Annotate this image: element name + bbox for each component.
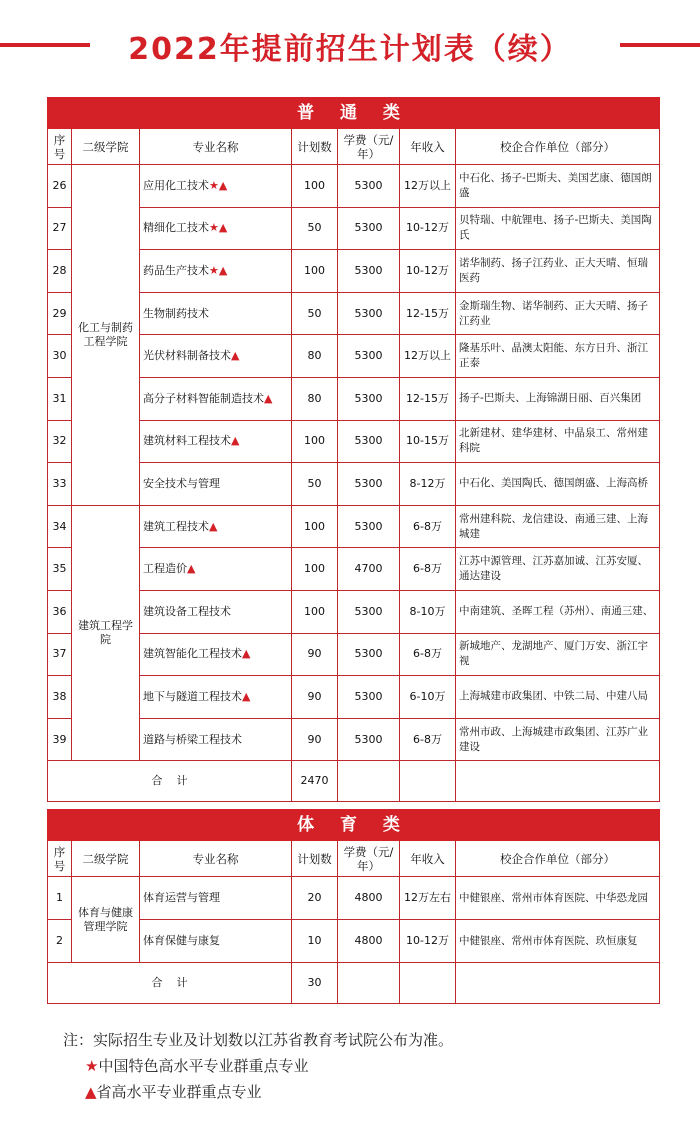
- note-triangle-legend: [63, 1079, 453, 1105]
- major-name: [140, 463, 292, 506]
- col-header-plan: 计划数: [292, 129, 338, 165]
- major-name: [140, 676, 292, 719]
- table-row: [48, 676, 660, 719]
- plan-count: 100: [292, 420, 338, 463]
- major-label: 应用化工技术: [143, 178, 209, 192]
- major-name: [140, 548, 292, 591]
- plan-count: 90: [292, 633, 338, 676]
- partner-companies: 上海城建市政集团、中铁二局、中建八局: [456, 676, 660, 719]
- annual-income: 12-15万: [400, 377, 456, 420]
- major-label: 体育保健与康复: [143, 934, 220, 947]
- row-number: 31: [48, 377, 72, 420]
- major-name: [140, 633, 292, 676]
- table-row: [48, 920, 660, 963]
- annual-income: 12万左右: [400, 877, 456, 920]
- major-name: [140, 377, 292, 420]
- row-number: 2: [48, 920, 72, 963]
- annual-income: 6-8万: [400, 548, 456, 591]
- tuition-fee: 5300: [338, 590, 400, 633]
- table-row: [48, 877, 660, 920]
- plan-count: 100: [292, 505, 338, 548]
- partner-companies: 诺华制药、扬子江药业、正大天晴、恒瑞医药: [456, 250, 660, 293]
- total-empty-cell: [456, 963, 660, 1004]
- partner-companies: 贝特瑞、中航锂电、扬子-巴斯夫、美国陶氏: [456, 207, 660, 250]
- tuition-fee: 5300: [338, 718, 400, 761]
- col-header-fee: 学费（元/年）: [338, 841, 400, 877]
- key-major-marks: ▲: [187, 562, 196, 576]
- key-major-marks: ★▲: [209, 221, 228, 235]
- key-major-marks: ▲: [209, 519, 218, 533]
- key-major-marks: ▲: [231, 434, 240, 448]
- row-number: 39: [48, 718, 72, 761]
- tuition-fee: 5300: [338, 505, 400, 548]
- col-header-major: 专业名称: [140, 841, 292, 877]
- regular-plan-table: [47, 97, 660, 802]
- major-name: [140, 420, 292, 463]
- partner-companies: 常州建科院、龙信建设、南通三建、上海城建: [456, 505, 660, 548]
- tuition-fee: 5300: [338, 335, 400, 378]
- annual-income: 10-15万: [400, 420, 456, 463]
- key-major-marks: ▲: [242, 689, 251, 703]
- annual-income: 6-10万: [400, 676, 456, 719]
- total-empty-cell: [400, 761, 456, 802]
- plan-count: 100: [292, 548, 338, 591]
- college-name: 建筑工程学院: [72, 505, 140, 761]
- table-row: [48, 335, 660, 378]
- annual-income: 12万以上: [400, 335, 456, 378]
- annual-income: 6-8万: [400, 633, 456, 676]
- col-header-no: 序号: [48, 129, 72, 165]
- table-row: [48, 463, 660, 506]
- total-label: 合 计: [48, 963, 292, 1004]
- major-label: 建筑设备工程技术: [143, 604, 231, 618]
- key-major-marks: ▲: [242, 647, 251, 661]
- total-label: 合 计: [48, 761, 292, 802]
- title-decor-line-right: [620, 43, 700, 47]
- tuition-fee: 4800: [338, 920, 400, 963]
- col-header-college: 二级学院: [72, 129, 140, 165]
- major-label: 工程造价: [143, 562, 187, 576]
- major-name: [140, 335, 292, 378]
- major-name: [140, 505, 292, 548]
- college-name: 化工与制药工程学院: [72, 165, 140, 506]
- plan-count: 10: [292, 920, 338, 963]
- triangle-icon: ▲: [85, 1083, 97, 1101]
- key-major-marks: ★▲: [209, 178, 228, 192]
- row-number: 28: [48, 250, 72, 293]
- tuition-fee: 5300: [338, 676, 400, 719]
- partner-companies: 金斯瑞生物、诺华制药、正大天晴、扬子江药业: [456, 292, 660, 335]
- key-major-marks: ▲: [264, 391, 273, 405]
- major-label: 建筑工程技术: [143, 519, 209, 533]
- annual-income: 6-8万: [400, 718, 456, 761]
- row-number: 1: [48, 877, 72, 920]
- partner-companies: 中石化、扬子-巴斯夫、美国艺康、德国朗盛: [456, 165, 660, 208]
- major-label: 安全技术与管理: [143, 476, 220, 490]
- partner-companies: 新城地产、龙湖地产、厦门万安、浙江宇视: [456, 633, 660, 676]
- row-number: 38: [48, 676, 72, 719]
- table-row: [48, 590, 660, 633]
- col-header-college: 二级学院: [72, 841, 140, 877]
- page-title: 2022年提前招生计划表（续）: [128, 32, 572, 67]
- partner-companies: 中南建筑、圣晖工程（苏州）、南通三建、: [456, 590, 660, 633]
- note-triangle-text: 省高水平专业群重点专业: [96, 1083, 262, 1101]
- column-header-row: [48, 841, 660, 877]
- partner-companies: 常州市政、上海城建市政集团、江苏广业建设: [456, 718, 660, 761]
- plan-count: 100: [292, 590, 338, 633]
- major-name: [140, 920, 292, 963]
- table-row: [48, 505, 660, 548]
- major-label: 建筑材料工程技术: [143, 434, 231, 448]
- major-label: 体育运营与管理: [143, 891, 220, 904]
- row-number: 37: [48, 633, 72, 676]
- row-number: 35: [48, 548, 72, 591]
- partner-companies: 江苏中源管理、江苏嘉加诚、江苏安厦、通达建设: [456, 548, 660, 591]
- tuition-fee: 5300: [338, 250, 400, 293]
- section-header-regular: [48, 98, 660, 129]
- total-empty-cell: [400, 963, 456, 1004]
- partner-companies: 扬子-巴斯夫、上海锦湖日丽、百兴集团: [456, 377, 660, 420]
- section-header-sports: [48, 810, 660, 841]
- plan-count: 50: [292, 207, 338, 250]
- partner-companies: 北新建材、建华建材、中晶泉工、常州建科院: [456, 420, 660, 463]
- table-row: [48, 207, 660, 250]
- annual-income: 8-12万: [400, 463, 456, 506]
- total-empty-cell: [456, 761, 660, 802]
- col-header-income: 年收入: [400, 129, 456, 165]
- row-number: 34: [48, 505, 72, 548]
- table-row: [48, 165, 660, 208]
- annual-income: 10-12万: [400, 250, 456, 293]
- row-number: 27: [48, 207, 72, 250]
- total-row: [48, 761, 660, 802]
- key-major-marks: ▲: [231, 349, 240, 363]
- key-major-marks: ★▲: [209, 263, 228, 277]
- row-number: 33: [48, 463, 72, 506]
- row-number: 36: [48, 590, 72, 633]
- row-number: 30: [48, 335, 72, 378]
- annual-income: 12万以上: [400, 165, 456, 208]
- major-name: [140, 250, 292, 293]
- section-title-regular: 普 通 类: [48, 98, 660, 129]
- row-number: 32: [48, 420, 72, 463]
- major-label: 地下与隧道工程技术: [143, 689, 242, 703]
- total-value: 2470: [292, 761, 338, 802]
- major-name: [140, 207, 292, 250]
- tuition-fee: 4800: [338, 877, 400, 920]
- plan-count: 50: [292, 292, 338, 335]
- table-row: [48, 420, 660, 463]
- star-icon: ★: [85, 1057, 99, 1075]
- col-header-income: 年收入: [400, 841, 456, 877]
- col-header-coop: 校企合作单位（部分）: [456, 841, 660, 877]
- partner-companies: 隆基乐叶、晶澳太阳能、东方日升、浙江正泰: [456, 335, 660, 378]
- tuition-fee: 5300: [338, 420, 400, 463]
- major-name: [140, 165, 292, 208]
- section-title-sports: 体 育 类: [48, 810, 660, 841]
- major-name: [140, 718, 292, 761]
- table-row: [48, 548, 660, 591]
- plan-count: 20: [292, 877, 338, 920]
- row-number: 26: [48, 165, 72, 208]
- plan-count: 100: [292, 165, 338, 208]
- partner-companies: 中健银座、常州市体育医院、玖恒康复: [456, 920, 660, 963]
- column-header-row: [48, 129, 660, 165]
- tuition-fee: 5300: [338, 463, 400, 506]
- plan-count: 90: [292, 718, 338, 761]
- tuition-fee: 5300: [338, 165, 400, 208]
- major-name: [140, 292, 292, 335]
- table-row: [48, 250, 660, 293]
- major-label: 高分子材料智能制造技术: [143, 391, 264, 405]
- major-label: 道路与桥梁工程技术: [143, 732, 242, 746]
- annual-income: 6-8万: [400, 505, 456, 548]
- annual-income: 10-12万: [400, 920, 456, 963]
- note-star-legend: [63, 1053, 453, 1079]
- annual-income: 10-12万: [400, 207, 456, 250]
- plan-count: 80: [292, 335, 338, 378]
- major-label: 光伏材料制备技术: [143, 349, 231, 363]
- annual-income: 8-10万: [400, 590, 456, 633]
- major-name: [140, 877, 292, 920]
- annual-income: 12-15万: [400, 292, 456, 335]
- tuition-fee: 5300: [338, 207, 400, 250]
- tuition-fee: 5300: [338, 377, 400, 420]
- major-label: 生物制药技术: [143, 306, 209, 320]
- footnotes: [63, 1027, 453, 1105]
- tuition-fee: 5300: [338, 633, 400, 676]
- table-row: [48, 292, 660, 335]
- title-decor-line-left: [0, 43, 90, 47]
- tuition-fee: 5300: [338, 292, 400, 335]
- col-header-coop: 校企合作单位（部分）: [456, 129, 660, 165]
- note-main: 注：实际招生专业及计划数以江苏省教育考试院公布为准。: [63, 1031, 454, 1049]
- col-header-no: 序号: [48, 841, 72, 877]
- total-value: 30: [292, 963, 338, 1004]
- table-row: [48, 633, 660, 676]
- major-label: 精细化工技术: [143, 221, 209, 235]
- major-label: 建筑智能化工程技术: [143, 647, 242, 661]
- major-name: [140, 590, 292, 633]
- table-row: [48, 718, 660, 761]
- table-row: [48, 377, 660, 420]
- plan-count: 90: [292, 676, 338, 719]
- major-label: 药品生产技术: [143, 263, 209, 277]
- col-header-plan: 计划数: [292, 841, 338, 877]
- title-bar: [0, 18, 700, 70]
- plan-count: 100: [292, 250, 338, 293]
- sports-plan-table: [47, 809, 660, 1004]
- partner-companies: 中健银座、常州市体育医院、中华恐龙园: [456, 877, 660, 920]
- row-number: 29: [48, 292, 72, 335]
- tuition-fee: 4700: [338, 548, 400, 591]
- college-name: 体育与健康管理学院: [72, 877, 140, 963]
- plan-count: 50: [292, 463, 338, 506]
- total-empty-cell: [338, 963, 400, 1004]
- partner-companies: 中石化、美国陶氏、德国朗盛、上海高桥: [456, 463, 660, 506]
- total-row: [48, 963, 660, 1004]
- total-empty-cell: [338, 761, 400, 802]
- col-header-major: 专业名称: [140, 129, 292, 165]
- col-header-fee: 学费（元/年）: [338, 129, 400, 165]
- note-star-text: 中国特色高水平专业群重点专业: [98, 1057, 309, 1075]
- plan-count: 80: [292, 377, 338, 420]
